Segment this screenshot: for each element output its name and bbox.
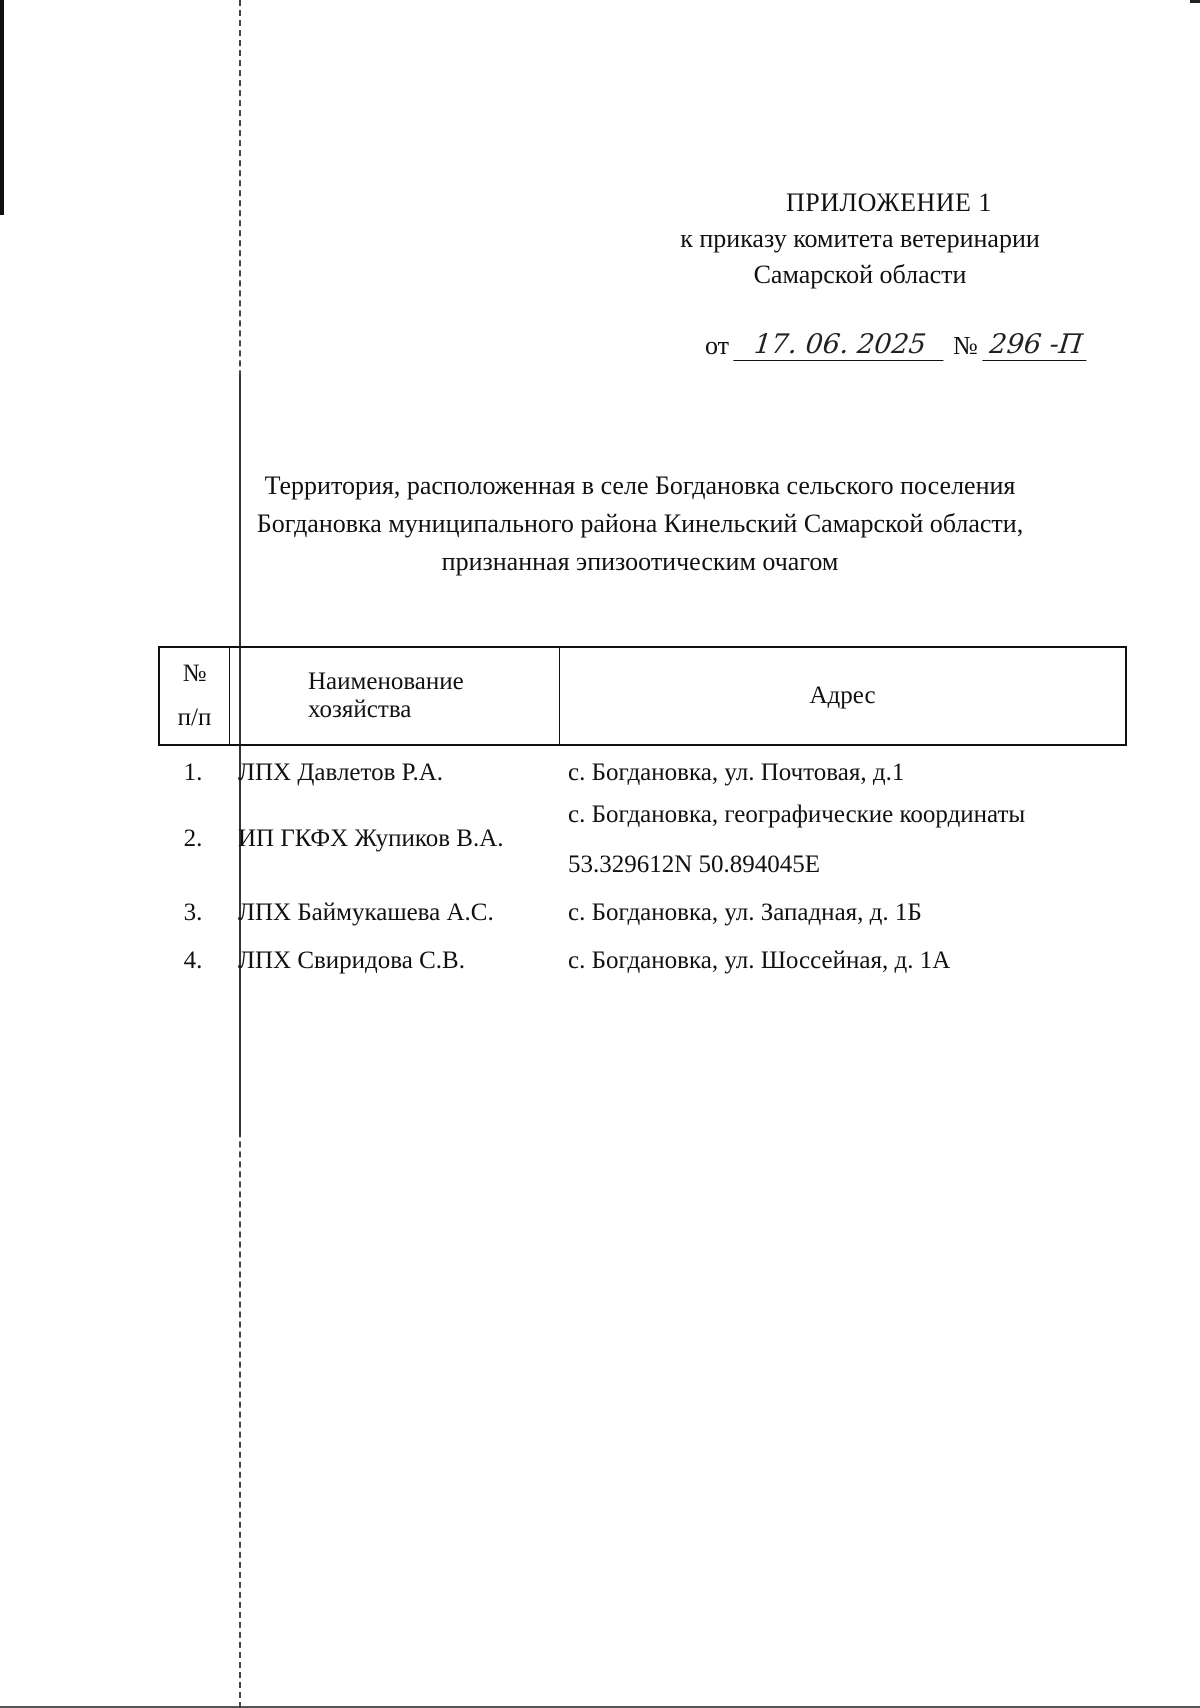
farm-address: с. Богдановка, ул. Шоссейная, д. 1А (568, 947, 951, 974)
handwritten-order-number: 296 -П (982, 330, 1089, 361)
column-header-address: Адрес (809, 682, 876, 709)
appendix-subtitle-line: к приказу комитета ветеринарии (680, 224, 1040, 253)
row-number: 2. (183, 825, 203, 852)
row-number: 1. (183, 759, 203, 786)
column-header-number-line: п/п (177, 704, 212, 731)
farm-address: с. Богдановка, географические координаты 53.329612N 50.894045E (568, 801, 1026, 878)
column-header-number-line: № (182, 660, 207, 687)
row-number: 3. (183, 899, 203, 926)
farm-name: ЛПХ Давлетов Р.А. (238, 759, 443, 786)
farm-address: с. Богдановка, ул. Западная, д. 1Б (568, 899, 922, 926)
scan-edge-artifact (0, 0, 4, 215)
title-line: признанная эпизоотическим очагом (441, 547, 839, 576)
document-title (160, 467, 1120, 581)
appendix-title: ПРИЛОЖЕНИЕ 1 (786, 188, 992, 217)
appendix-subtitle-line: Самарской области (753, 260, 967, 289)
number-prefix: № (953, 331, 978, 360)
handwritten-date: 17. 06. 2025 (733, 330, 946, 361)
farm-name: ИП ГКФХ Жупиков В.А. (238, 825, 504, 852)
title-line: Территория, расположенная в селе Богдановка сельского поселения (264, 471, 1016, 500)
farm-address: с. Богдановка, ул. Почтовая, д.1 (568, 759, 905, 786)
table-header (158, 646, 1127, 746)
column-header-number (160, 648, 230, 744)
title-line: Богдановка муниципального района Кинельский Самарской области, (256, 509, 1024, 538)
date-prefix: от (705, 331, 730, 360)
scan-edge-artifact (1190, 0, 1200, 3)
column-header-farm-name: Наименование хозяйства (230, 648, 560, 744)
row-number: 4. (183, 947, 203, 974)
farm-name: ЛПХ Свиридова С.В. (238, 947, 465, 974)
farm-name: ЛПХ Баймукашева А.С. (238, 899, 494, 926)
order-reference (705, 330, 1088, 361)
